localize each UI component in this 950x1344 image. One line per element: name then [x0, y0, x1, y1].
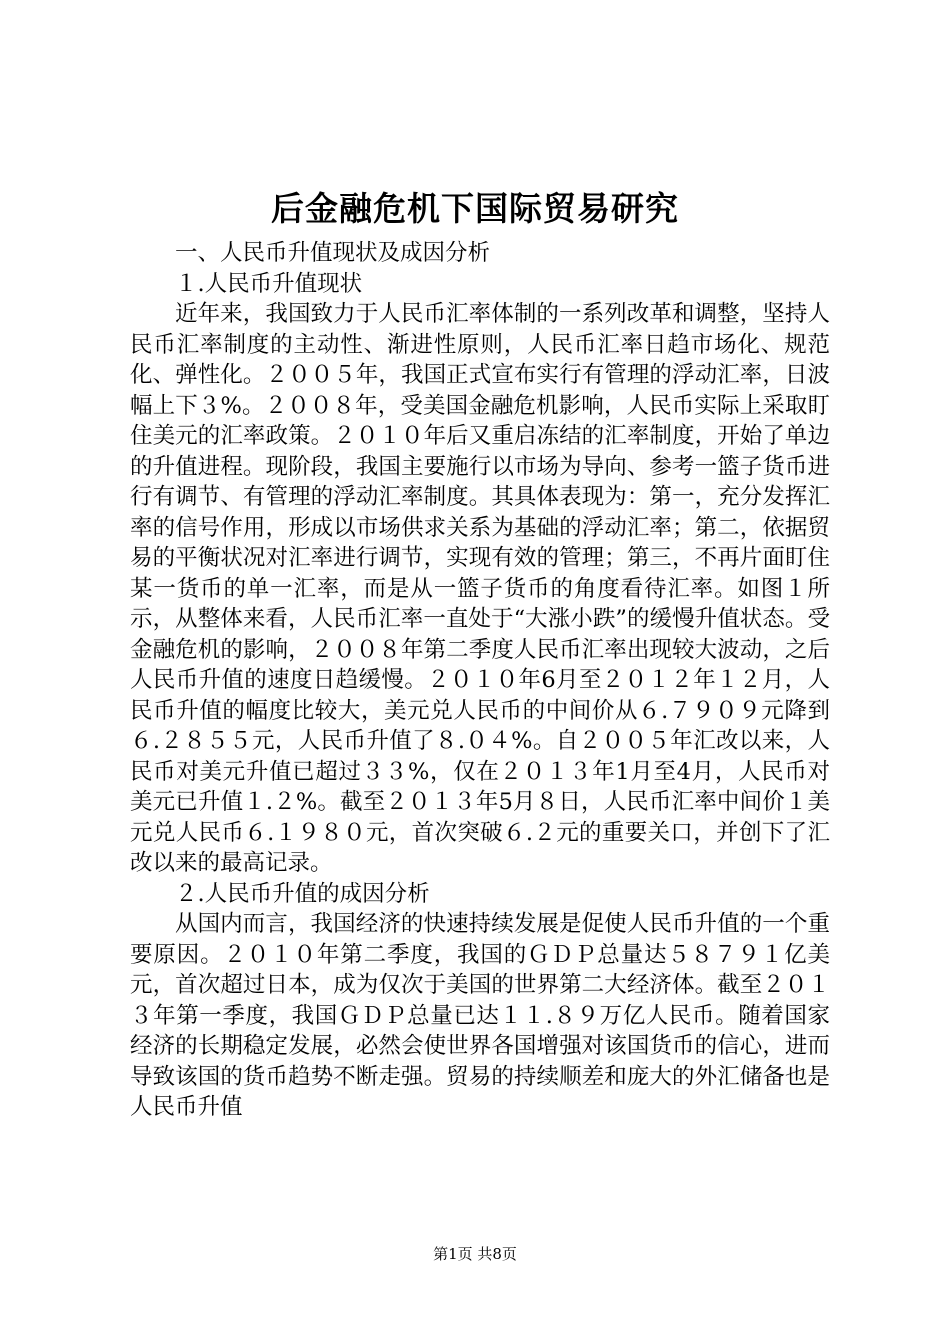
body-paragraph: 近年来，我国致力于人民币汇率体制的一系列改革和调整，坚持人民币汇率制度的主动性、渐进性原则，人民币汇率日趋市场化、规范化、弹性化。２００５年，我国正式宣布实行有管理的浮动汇率，日波幅上下３%。２００８年，受美国金融危机影响，人民币实际上采取盯住美元的汇率政策。２０１０年后又重启冻结的汇率制度，开始了单边的升值进程。现阶段，我国主要施行以市场为导向、参考一篮子货币进行有调节、有管理的浮动汇率制度。其具体表现为：第一，充分发挥汇率的信号作用，形成以市场供求关系为基础的浮动汇率；第二，依据贸易的平衡状况对汇率进行调节，实现有效的管理；第三，不再片面盯住某一货币的单一汇率，而是从一篮子货币的角度看待汇率。如图１所示，从整体来看，人民币汇率一直处于“大涨小跌”的缓慢升值状态。受金融危机的影响，２００８年第二季度人民币汇率出现较大波动，之后人民币升值的速度日趋缓慢。２０１０年6月至２０１２年１２月，人民币升值的幅度比较大，美元兑人民币的中间价从６.７９０９元降到６.２８５５元，人民币升值了８.０４%。自２００５年汇改以来，人民币对美元升值已超过３３%，仅在２０１３年1月至4月，人民币对美元已升值１.２%。截至２０１３年5月８日，人民币汇率中间价１美元兑人民币６.１９８０元，首次突破６.２元的重要关口，并创下了汇改以来的最高记录。 — [130, 301, 830, 876]
subsection-heading: １.人民币升值现状 — [175, 270, 363, 297]
document-body — [130, 238, 830, 1123]
page-footer: 第1页 共8页 — [433, 1245, 517, 1263]
subsection-heading: ２.人民币升值的成因分析 — [175, 880, 430, 907]
section-heading: 一、人民币升值现状及成因分析 — [175, 240, 491, 266]
document-title: 后金融危机下国际贸易研究 — [271, 189, 679, 228]
body-paragraph: 从国内而言，我国经济的快速持续发展是促使人民币升值的一个重要原因。２０１０年第二季度，我国的ＧＤＰ总量达５８７９１亿美元，首次超过日本，成为仅次于美国的世界第二大经济体。截至２０１３年第一季度，我国ＧＤＰ总量已达１１.８９万亿人民币。随着国家经济的长期稳定发展，必然会使世界各国增强对该国货币的信心，进而导致该国的货币趋势不断走强。贸易的持续顺差和庞大的外汇储备也是人民币升值 — [130, 911, 830, 1120]
